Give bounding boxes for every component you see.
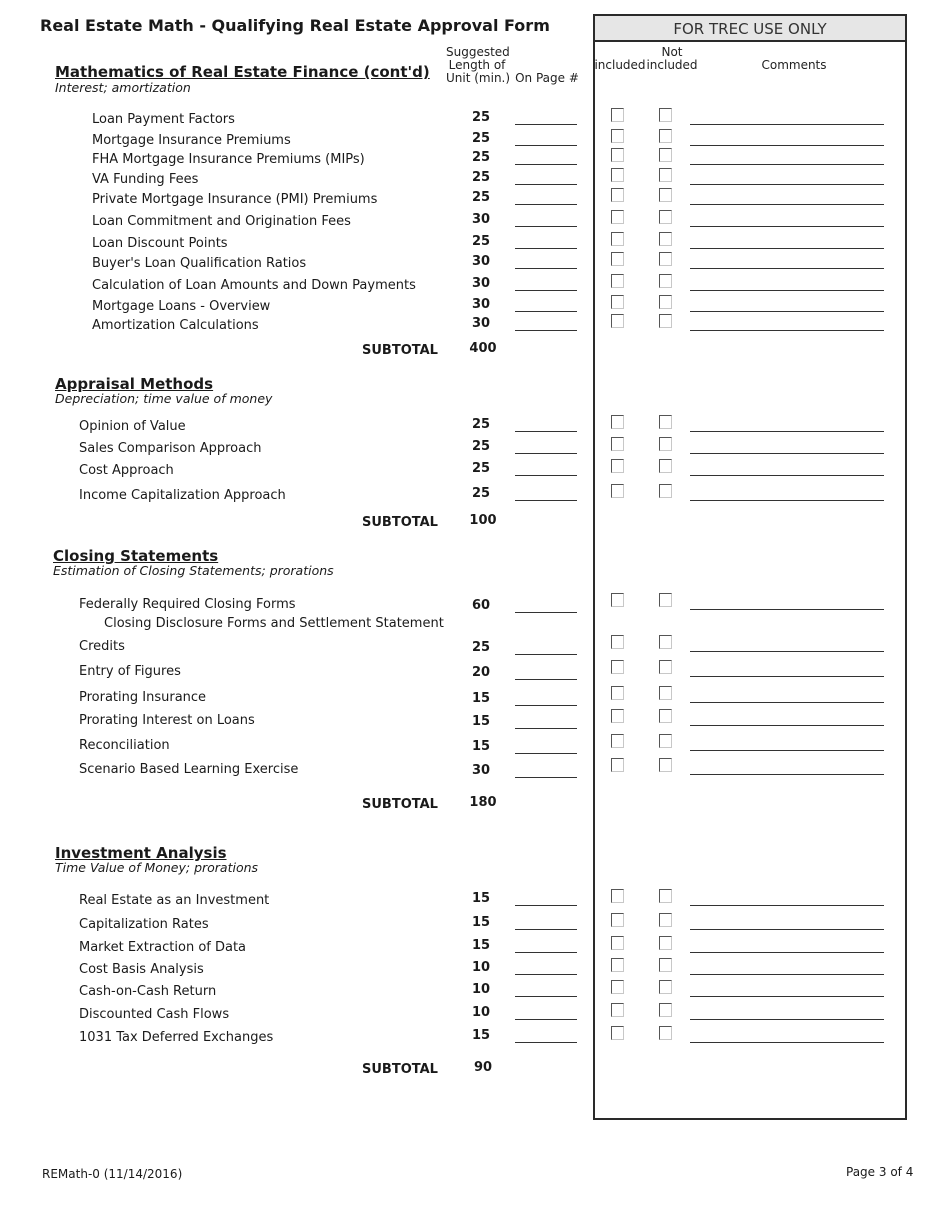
not-included-checkbox[interactable]: [659, 188, 672, 202]
subtotal-label: SUBTOTAL: [362, 1062, 438, 1077]
on-page-input-line[interactable]: [515, 453, 577, 454]
not-included-checkbox[interactable]: [659, 314, 672, 328]
topic-label: Cash-on-Cash Return: [79, 984, 217, 999]
on-page-input-line[interactable]: [515, 679, 577, 680]
suggested-minutes: 25: [471, 170, 491, 185]
topic-label: Calculation of Loan Amounts and Down Payments: [92, 278, 416, 293]
on-page-input-line[interactable]: [515, 145, 577, 146]
suggested-minutes: 10: [471, 1005, 491, 1020]
on-page-input-line[interactable]: [515, 753, 577, 754]
length-header-line2: Length of: [448, 58, 506, 72]
suggested-minutes: 25: [471, 110, 491, 125]
not-included-checkbox[interactable]: [659, 635, 672, 649]
not-included-checkbox[interactable]: [659, 232, 672, 246]
suggested-minutes: 25: [471, 486, 491, 501]
suggested-minutes: 60: [471, 598, 491, 613]
topic-label: Loan Commitment and Origination Fees: [92, 214, 351, 229]
section-title: Investment Analysis: [55, 844, 227, 862]
not-included-checkbox[interactable]: [659, 758, 672, 772]
subtotal-value: 180: [469, 795, 497, 810]
comments-input-line[interactable]: [690, 453, 884, 454]
on-page-column-header: On Page #: [515, 71, 579, 85]
suggested-minutes: 10: [471, 982, 491, 997]
topic-label: Opinion of Value: [79, 419, 186, 434]
not-included-checkbox[interactable]: [659, 108, 672, 122]
suggested-minutes: 15: [471, 915, 491, 930]
on-page-input-line[interactable]: [515, 164, 577, 165]
topic-label: Buyer's Loan Qualification Ratios: [92, 256, 307, 271]
section-title: Mathematics of Real Estate Finance (cont'd): [55, 63, 430, 81]
suggested-minutes: 15: [471, 714, 491, 729]
suggested-minutes: 30: [471, 297, 491, 312]
not-included-checkbox[interactable]: [659, 148, 672, 162]
included-checkbox[interactable]: [611, 210, 624, 224]
not-included-checkbox[interactable]: [659, 709, 672, 723]
comments-input-line[interactable]: [690, 905, 884, 906]
included-checkbox[interactable]: [611, 1003, 624, 1017]
section-title: Closing Statements: [53, 547, 219, 565]
page-number: Page 3 of 4: [846, 1165, 914, 1179]
not-included-checkbox[interactable]: [659, 936, 672, 950]
suggested-minutes: 25: [471, 234, 491, 249]
on-page-input-line[interactable]: [515, 204, 577, 205]
comments-column-header: Comments: [761, 58, 827, 72]
comments-input-line[interactable]: [690, 651, 884, 652]
length-column-header: [446, 45, 511, 85]
on-page-input-line[interactable]: [515, 1042, 577, 1043]
included-checkbox[interactable]: [611, 980, 624, 994]
comments-input-line[interactable]: [690, 124, 884, 125]
suggested-minutes: 15: [471, 938, 491, 953]
included-checkbox[interactable]: [611, 188, 624, 202]
comments-input-line[interactable]: [690, 184, 884, 185]
comments-input-line[interactable]: [690, 268, 884, 269]
subtotal-value: 90: [473, 1060, 493, 1075]
suggested-minutes: 30: [471, 763, 491, 778]
not-included-checkbox[interactable]: [659, 660, 672, 674]
not-included-checkbox[interactable]: [659, 274, 672, 288]
comments-input-line[interactable]: [690, 676, 884, 677]
not-included-checkbox[interactable]: [659, 593, 672, 607]
on-page-input-line[interactable]: [515, 952, 577, 953]
suggested-minutes: 10: [471, 960, 491, 975]
not-included-checkbox[interactable]: [659, 168, 672, 182]
trec-header: FOR TREC USE ONLY: [595, 16, 905, 42]
on-page-input-line[interactable]: [515, 311, 577, 312]
subtotal-label: SUBTOTAL: [362, 515, 438, 530]
suggested-minutes: 30: [471, 212, 491, 227]
comments-input-line[interactable]: [690, 929, 884, 930]
topic-label: Federally Required Closing Forms: [79, 597, 296, 612]
included-checkbox[interactable]: [611, 459, 624, 473]
topic-label: Prorating Interest on Loans: [79, 713, 255, 728]
comments-input-line[interactable]: [690, 1042, 884, 1043]
on-page-input-line[interactable]: [515, 905, 577, 906]
on-page-input-line[interactable]: [515, 1019, 577, 1020]
topic-label: Sales Comparison Approach: [79, 441, 262, 456]
length-header-line1: Suggested: [446, 45, 510, 59]
included-checkbox[interactable]: [611, 635, 624, 649]
on-page-input-line[interactable]: [515, 248, 577, 249]
included-checkbox[interactable]: [611, 1026, 624, 1040]
on-page-input-line[interactable]: [515, 612, 577, 613]
suggested-minutes: 30: [471, 276, 491, 291]
suggested-minutes: 30: [471, 316, 491, 331]
on-page-input-line[interactable]: [515, 124, 577, 125]
included-checkbox[interactable]: [611, 660, 624, 674]
included-checkbox[interactable]: [611, 295, 624, 309]
suggested-minutes: 25: [471, 131, 491, 146]
suggested-minutes: 15: [471, 891, 491, 906]
suggested-minutes: 25: [471, 640, 491, 655]
on-page-input-line[interactable]: [515, 728, 577, 729]
suggested-minutes: 25: [471, 150, 491, 165]
included-checkbox[interactable]: [611, 148, 624, 162]
on-page-input-line[interactable]: [515, 996, 577, 997]
comments-input-line[interactable]: [690, 290, 884, 291]
included-checkbox[interactable]: [611, 889, 624, 903]
not-included-checkbox[interactable]: [659, 1026, 672, 1040]
suggested-minutes: 15: [471, 691, 491, 706]
comments-input-line[interactable]: [690, 996, 884, 997]
topic-label: 1031 Tax Deferred Exchanges: [79, 1030, 274, 1045]
comments-input-line[interactable]: [690, 330, 884, 331]
form-title: Real Estate Math - Qualifying Real Estate Approval Form: [40, 16, 550, 35]
included-checkbox[interactable]: [611, 274, 624, 288]
topic-label: Loan Payment Factors: [92, 112, 235, 127]
not-included-checkbox[interactable]: [659, 980, 672, 994]
not-included-column-header: [646, 46, 698, 72]
included-checkbox[interactable]: [611, 108, 624, 122]
topic-label: Reconciliation: [79, 738, 170, 753]
topic-label: Mortgage Insurance Premiums: [92, 133, 291, 148]
on-page-input-line[interactable]: [515, 184, 577, 185]
subtotal-value: 400: [469, 341, 497, 356]
topic-label: Market Extraction of Data: [79, 940, 247, 955]
comments-input-line[interactable]: [690, 952, 884, 953]
on-page-input-line[interactable]: [515, 268, 577, 269]
comments-input-line[interactable]: [690, 164, 884, 165]
not-included-checkbox[interactable]: [659, 415, 672, 429]
included-checkbox[interactable]: [611, 252, 624, 266]
on-page-input-line[interactable]: [515, 500, 577, 501]
included-checkbox[interactable]: [611, 709, 624, 723]
on-page-input-line[interactable]: [515, 431, 577, 432]
section-subtitle: Estimation of Closing Statements; prorations: [53, 563, 334, 578]
on-page-input-line[interactable]: [515, 330, 577, 331]
included-checkbox[interactable]: [611, 168, 624, 182]
comments-input-line[interactable]: [690, 725, 884, 726]
topic-label: Income Capitalization Approach: [79, 488, 286, 503]
subtotal-value: 100: [469, 513, 497, 528]
not-included-checkbox[interactable]: [659, 913, 672, 927]
on-page-input-line[interactable]: [515, 475, 577, 476]
on-page-input-line[interactable]: [515, 777, 577, 778]
not-included-checkbox[interactable]: [659, 459, 672, 473]
comments-input-line[interactable]: [690, 609, 884, 610]
included-column-header: included: [594, 58, 646, 72]
comments-input-line[interactable]: [690, 226, 884, 227]
not-included-checkbox[interactable]: [659, 734, 672, 748]
suggested-minutes: 25: [471, 417, 491, 432]
length-header-line3: Unit (min.): [446, 71, 511, 85]
topic-label: Credits: [79, 639, 125, 654]
not-included-checkbox[interactable]: [659, 295, 672, 309]
on-page-input-line[interactable]: [515, 705, 577, 706]
comments-input-line[interactable]: [690, 1019, 884, 1020]
topic-label: Scenario Based Learning Exercise: [79, 762, 299, 777]
not-included-checkbox[interactable]: [659, 210, 672, 224]
on-page-input-line[interactable]: [515, 929, 577, 930]
suggested-minutes: 15: [471, 1028, 491, 1043]
included-checkbox[interactable]: [611, 415, 624, 429]
suggested-minutes: 30: [471, 254, 491, 269]
comments-input-line[interactable]: [690, 500, 884, 501]
section-subtitle: Time Value of Money; prorations: [55, 860, 259, 875]
suggested-minutes: 25: [471, 461, 491, 476]
on-page-input-line[interactable]: [515, 654, 577, 655]
topic-sublabel: Closing Disclosure Forms and Settlement Statement: [104, 616, 444, 631]
on-page-input-line[interactable]: [515, 226, 577, 227]
topic-label: Discounted Cash Flows: [79, 1007, 230, 1022]
not-included-checkbox[interactable]: [659, 252, 672, 266]
included-checkbox[interactable]: [611, 734, 624, 748]
topic-label: FHA Mortgage Insurance Premiums (MIPs): [92, 152, 365, 167]
topic-label: Loan Discount Points: [92, 236, 228, 251]
topic-label: Private Mortgage Insurance (PMI) Premiums: [92, 192, 378, 207]
comments-input-line[interactable]: [690, 974, 884, 975]
included-checkbox[interactable]: [611, 593, 624, 607]
topic-label: Mortgage Loans - Overview: [92, 299, 271, 314]
section-subtitle: Interest; amortization: [55, 80, 191, 95]
comments-input-line[interactable]: [690, 204, 884, 205]
included-checkbox[interactable]: [611, 758, 624, 772]
form-code: REMath-0 (11/14/2016): [42, 1167, 183, 1181]
comments-input-line[interactable]: [690, 774, 884, 775]
included-checkbox[interactable]: [611, 314, 624, 328]
comments-input-line[interactable]: [690, 145, 884, 146]
comments-input-line[interactable]: [690, 750, 884, 751]
not-included-checkbox[interactable]: [659, 958, 672, 972]
suggested-minutes: 20: [471, 665, 491, 680]
included-checkbox[interactable]: [611, 129, 624, 143]
topic-label: Cost Approach: [79, 463, 174, 478]
not-included-checkbox[interactable]: [659, 437, 672, 451]
included-checkbox[interactable]: [611, 936, 624, 950]
suggested-minutes: 25: [471, 190, 491, 205]
comments-input-line[interactable]: [690, 702, 884, 703]
topic-label: VA Funding Fees: [92, 172, 199, 187]
included-checkbox[interactable]: [611, 232, 624, 246]
comments-input-line[interactable]: [690, 475, 884, 476]
included-checkbox[interactable]: [611, 686, 624, 700]
topic-label: Real Estate as an Investment: [79, 893, 270, 908]
suggested-minutes: 25: [471, 439, 491, 454]
not-included-checkbox[interactable]: [659, 686, 672, 700]
not-included-checkbox[interactable]: [659, 1003, 672, 1017]
on-page-input-line[interactable]: [515, 290, 577, 291]
topic-label: Amortization Calculations: [92, 318, 259, 333]
not-included-checkbox[interactable]: [659, 129, 672, 143]
included-checkbox[interactable]: [611, 437, 624, 451]
not-included-checkbox[interactable]: [659, 889, 672, 903]
topic-label: Cost Basis Analysis: [79, 962, 204, 977]
comments-input-line[interactable]: [690, 248, 884, 249]
topic-label: Prorating Insurance: [79, 690, 207, 705]
included-checkbox[interactable]: [611, 958, 624, 972]
included-checkbox[interactable]: [611, 484, 624, 498]
not-included-header-line1: Not: [661, 45, 683, 59]
subtotal-label: SUBTOTAL: [362, 343, 438, 358]
subtotal-label: SUBTOTAL: [362, 797, 438, 812]
comments-input-line[interactable]: [690, 431, 884, 432]
section-title: Appraisal Methods: [55, 375, 214, 393]
not-included-header-line2: included: [646, 58, 698, 72]
trec-use-only-box: [593, 14, 907, 1120]
topic-label: Capitalization Rates: [79, 917, 209, 932]
section-subtitle: Depreciation; time value of money: [55, 391, 273, 406]
not-included-checkbox[interactable]: [659, 484, 672, 498]
suggested-minutes: 15: [471, 739, 491, 754]
comments-input-line[interactable]: [690, 311, 884, 312]
included-checkbox[interactable]: [611, 913, 624, 927]
on-page-input-line[interactable]: [515, 974, 577, 975]
topic-label: Entry of Figures: [79, 664, 181, 679]
